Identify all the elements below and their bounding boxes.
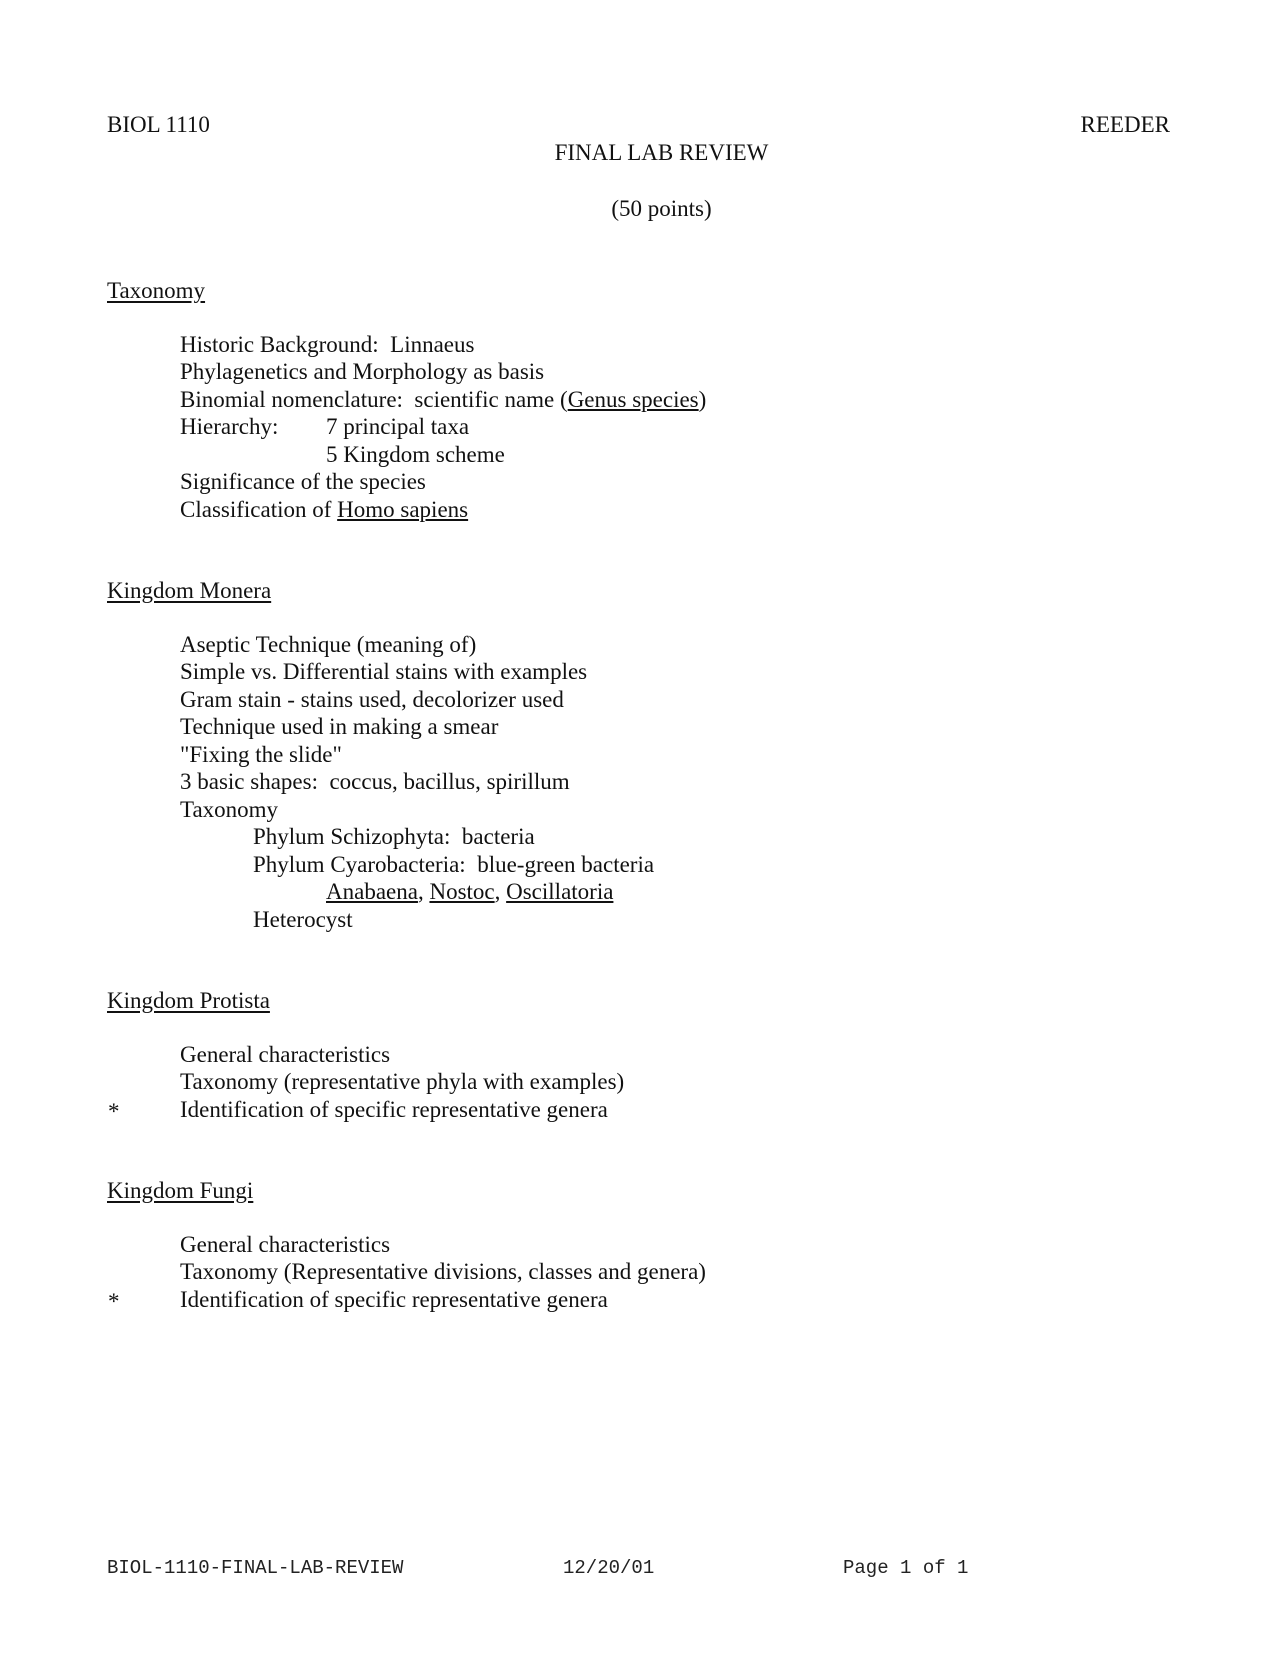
list-item-text: Identification of specific representative genera [180, 1286, 608, 1312]
list-item: Significance of the species [180, 469, 426, 494]
list-item [107, 878, 1170, 906]
list-item [107, 413, 1170, 441]
asterisk-marker: * [108, 1098, 120, 1124]
footer-page-number: Page 1 of 1 [843, 1557, 969, 1579]
list-item-text: Classification of [180, 496, 338, 522]
section-heading-fungi: Kingdom Fungi [107, 1178, 254, 1203]
section-heading-protista: Kingdom Protista [107, 988, 270, 1013]
underlined-genus: Nostoc [429, 879, 495, 904]
list-item-text: , [494, 879, 507, 904]
list-item: General characteristics [180, 1231, 391, 1257]
page-title-block [509, 111, 769, 251]
list-item: Phylagenetics and Morphology as basis [180, 359, 545, 384]
list-item [107, 1286, 1170, 1314]
list-item: Phylum Schizophyta: bacteria [253, 824, 535, 849]
section-body-protista [107, 1041, 1170, 1124]
list-item: Phylum Cyarobacteria: blue-green bacteria [253, 851, 655, 877]
list-item: Simple vs. Differential stains with examples [180, 659, 588, 684]
section-heading-taxonomy: Taxonomy [107, 278, 206, 303]
section-body-taxonomy [107, 331, 1170, 524]
list-item: Taxonomy (representative phyla with examples) [180, 1069, 625, 1094]
list-item: 5 Kingdom scheme [326, 441, 505, 467]
footer-filename: BIOL-1110-FINAL-LAB-REVIEW [107, 1557, 404, 1579]
list-item: Gram stain - stains used, decolorizer used [180, 686, 564, 712]
hierarchy-label: Hierarchy: [180, 414, 279, 439]
section-body-fungi [107, 1231, 1170, 1314]
list-item-text: Identification of specific representative genera [180, 1096, 608, 1122]
section-body-monera [107, 631, 1170, 934]
list-item: Taxonomy [180, 796, 279, 822]
points-subtitle: (50 points) [611, 196, 712, 221]
list-item: Aseptic Technique (meaning of) [180, 631, 477, 657]
list-item: Heterocyst [253, 906, 353, 932]
page-title: FINAL LAB REVIEW [554, 140, 769, 165]
list-item: Taxonomy (Representative divisions, classes and genera) [180, 1259, 706, 1284]
list-item-text: 7 principal taxa [326, 414, 470, 439]
list-item: Technique used in making a smear [180, 714, 499, 739]
underlined-genus: Oscillatoria [506, 879, 614, 904]
list-item: "Fixing the slide" [180, 741, 342, 767]
underlined-term: Genus species [567, 386, 699, 412]
course-code: BIOL 1110 [107, 112, 210, 137]
list-item-text: ) [698, 386, 707, 412]
list-item: General characteristics [180, 1041, 391, 1067]
underlined-genus: Anabaena [326, 879, 418, 904]
list-item: Historic Background: Linnaeus [180, 331, 475, 357]
footer-date: 12/20/01 [563, 1557, 655, 1579]
list-item-text: , [417, 879, 430, 904]
section-heading-monera: Kingdom Monera [107, 578, 272, 603]
list-item: 3 basic shapes: coccus, bacillus, spirillum [180, 769, 570, 794]
asterisk-marker: * [108, 1288, 120, 1314]
list-item-text: Binomial nomenclature: scientific name ( [180, 386, 568, 412]
underlined-term: Homo sapiens [337, 496, 469, 522]
list-item [107, 1096, 1170, 1124]
document-header [107, 111, 1170, 251]
list-item [107, 496, 1170, 524]
author-name: REEDER [1080, 112, 1170, 137]
list-item [107, 386, 1170, 414]
